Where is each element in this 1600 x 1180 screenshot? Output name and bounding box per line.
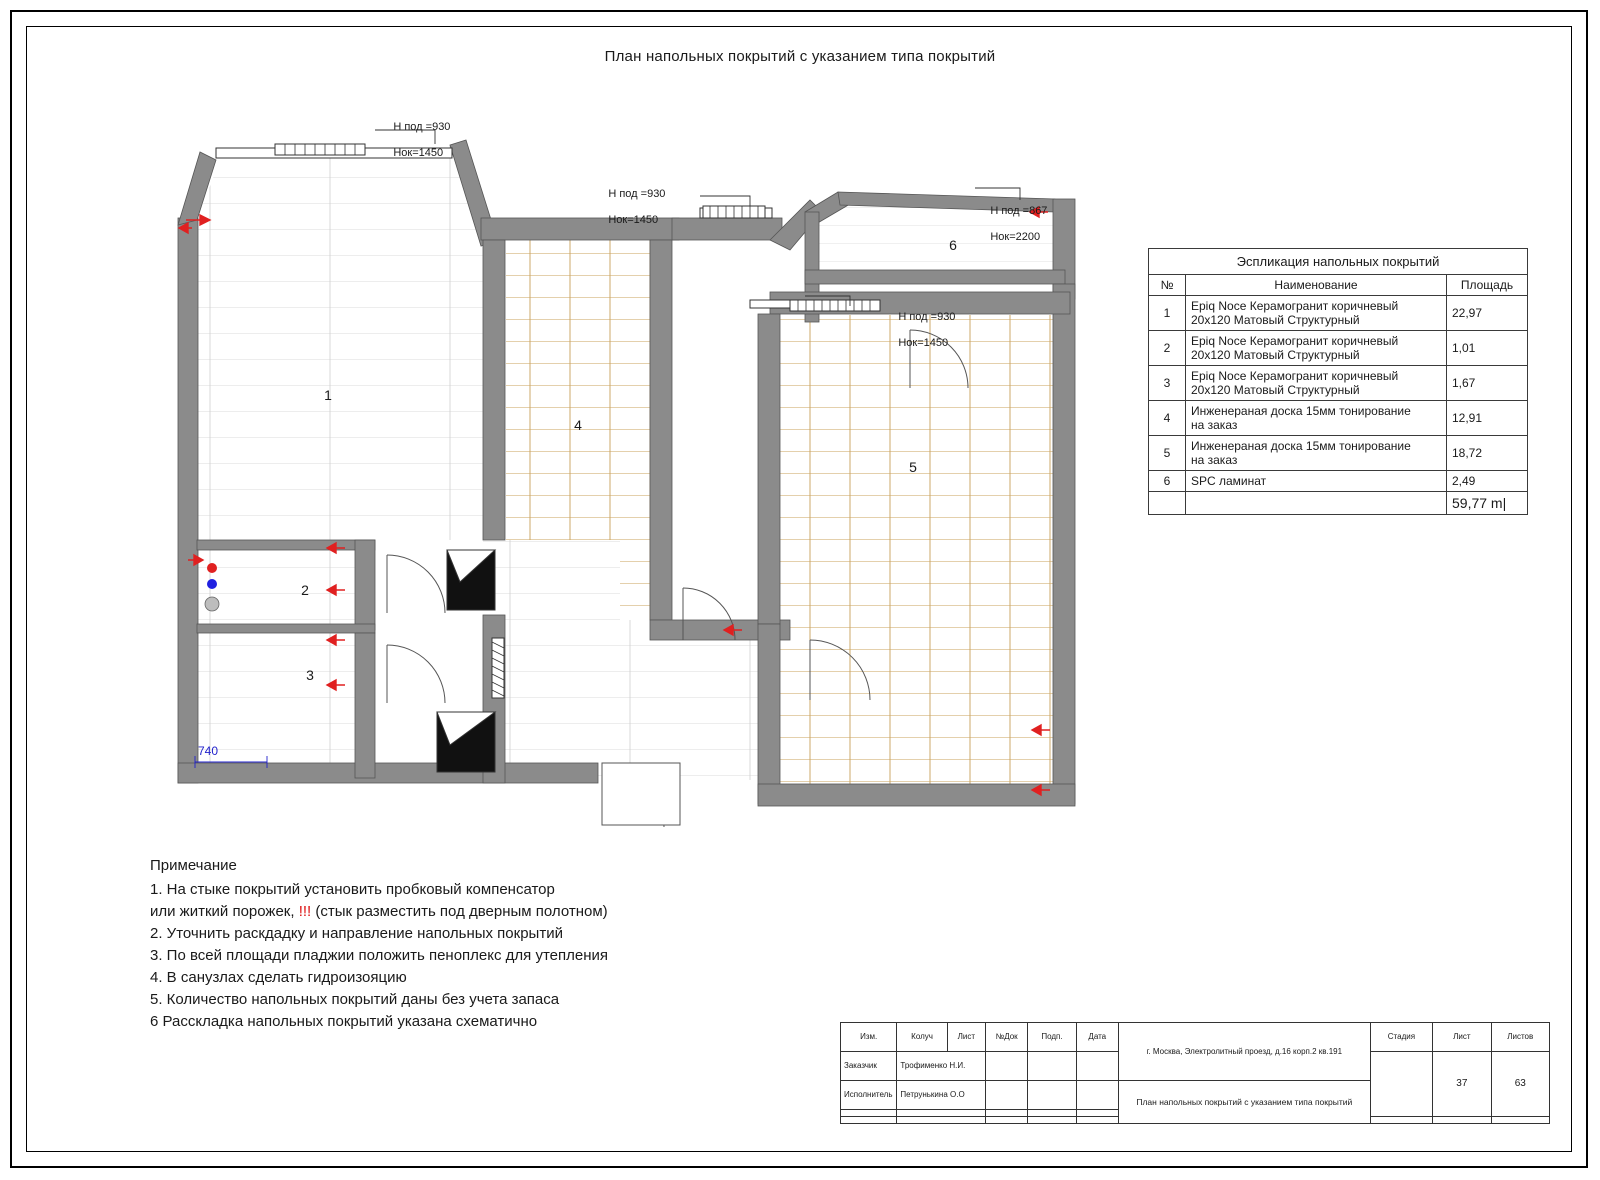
attention-mark: !!! xyxy=(298,903,312,920)
stamp-header-data: Дата xyxy=(1076,1023,1118,1052)
stamp-row-label-1: Заказчик xyxy=(841,1051,897,1080)
stamp-cell-3-4 xyxy=(986,1109,1028,1116)
table-total-row xyxy=(1149,492,1528,515)
row-name-line1: Epiq Noce Керамогранит коричневый xyxy=(1191,299,1399,313)
note-item-5: 5. Количество напольных покрытий даны без учета запаса xyxy=(150,991,560,1008)
table-header-name: Наименование xyxy=(1186,275,1447,296)
row-name xyxy=(1186,366,1447,401)
room-number-6: 6 xyxy=(949,237,957,253)
stamp-row-label-4 xyxy=(841,1116,897,1123)
dimension-label-3: H под =867 Hок=2200 xyxy=(990,205,1048,243)
row-area: 18,72 xyxy=(1447,436,1528,471)
dimension-label-1: H под =930 Hок=1450 xyxy=(393,121,451,159)
stamp-cell-3-5 xyxy=(1028,1109,1076,1116)
stamp-row-label-2: Исполнитель xyxy=(841,1080,897,1109)
row-area: 1,67 xyxy=(1447,366,1528,401)
table-header-area: Площадь xyxy=(1447,275,1528,296)
row-name-line2: 20x120 Матовый Структурный xyxy=(1191,313,1360,327)
row-number: 3 xyxy=(1149,366,1186,401)
floor-plan xyxy=(150,100,1130,840)
stamp-header-ndok: №Док xyxy=(986,1023,1028,1052)
blue-dimension-label: 740 xyxy=(198,744,219,758)
stamp-header-izm: Изм. xyxy=(841,1023,897,1052)
row-name-line1: Epiq Noce Керамогранит коричневый xyxy=(1191,334,1399,348)
stamp-cell-4-6 xyxy=(1076,1116,1118,1123)
stamp-cell-1-4 xyxy=(986,1051,1028,1080)
room-number-2: 2 xyxy=(301,582,309,598)
stamp-row-value-1: Трофименко Н.И. xyxy=(897,1051,986,1080)
room-5-floor xyxy=(780,315,1070,800)
table-caption: Эспликация напольных покрытий xyxy=(1149,249,1528,275)
stamp-cell-2-5 xyxy=(1028,1080,1076,1109)
room-number-5: 5 xyxy=(909,459,917,475)
table-header-number: № xyxy=(1149,275,1186,296)
table-row xyxy=(1149,331,1528,366)
row-name-line2: на заказ xyxy=(1191,418,1238,432)
row-name-line1: Инженераная доска 15мм тонирование xyxy=(1191,404,1411,418)
stamp-header-sheets: Листов xyxy=(1491,1023,1549,1052)
table-row xyxy=(1149,296,1528,331)
row-area: 12,91 xyxy=(1447,401,1528,436)
stamp-header-koluch: Колуч xyxy=(897,1023,947,1052)
stamp-header-sheet: Лист xyxy=(1433,1023,1491,1052)
row-number: 5 xyxy=(1149,436,1186,471)
total-area: 59,77 m| xyxy=(1447,492,1528,515)
row-number: 1 xyxy=(1149,296,1186,331)
stamp-stage-value xyxy=(1370,1051,1432,1116)
row-number: 4 xyxy=(1149,401,1186,436)
dimension-label-2: H под =930 Hок=1450 xyxy=(608,188,666,226)
stamp-row-value-4 xyxy=(897,1116,986,1123)
stamp-drawing-title: План напольных покрытий с указанием типа покрытий xyxy=(1118,1080,1370,1123)
stamp-cell-2-6 xyxy=(1076,1080,1118,1109)
row-name-line2: на заказ xyxy=(1191,453,1238,467)
stamp-sheet-value: 37 xyxy=(1433,1051,1491,1116)
note-item-1b: или житкий порожек, !!! (стык разместить под дверным полотном) xyxy=(150,903,608,920)
plan-geometry xyxy=(178,140,1075,827)
room-number-1: 1 xyxy=(324,387,332,403)
stamp-cell-4-4 xyxy=(986,1116,1028,1123)
table-row xyxy=(1149,436,1528,471)
notes-title: Примечание xyxy=(150,857,237,874)
table-row xyxy=(1149,471,1528,492)
row-name-line1: Инженераная доска 15мм тонирование xyxy=(1191,439,1411,453)
dimension-label-4: H под =930 Hок=1450 xyxy=(898,311,956,349)
row-name: SPC ламинат xyxy=(1186,471,1447,492)
row-name xyxy=(1186,331,1447,366)
total-spacer-name xyxy=(1186,492,1447,515)
corridor-floor-2 xyxy=(506,620,770,780)
note-item-2: 2. Уточнить раскдадку и направление напольных покрытий xyxy=(150,925,563,942)
room-1-floor xyxy=(197,145,483,540)
row-number: 2 xyxy=(1149,331,1186,366)
note-item-1: 1. На стыке покрытий установить пробковый компенсатор xyxy=(150,881,555,898)
stamp-address: г. Москва, Электролитный проезд, д.16 корп.2 кв.191 xyxy=(1118,1023,1370,1081)
stamp-cell-3-6 xyxy=(1076,1109,1118,1116)
stamp-cell-4-8 xyxy=(1370,1116,1432,1123)
stamp-cell-1-6 xyxy=(1076,1051,1118,1080)
note-item-4: 4. В санузлах сделать гидроизояцию xyxy=(150,969,407,986)
notes-block xyxy=(150,855,850,1033)
row-name-line2: 20x120 Матовый Структурный xyxy=(1191,383,1360,397)
stamp-cell-1-5 xyxy=(1028,1051,1076,1080)
table-row xyxy=(1149,401,1528,436)
row-area: 1,01 xyxy=(1447,331,1528,366)
room-number-4: 4 xyxy=(574,417,582,433)
stamp-row-value-2: Петрунькина О.О xyxy=(897,1080,986,1109)
room-number-3: 3 xyxy=(306,667,314,683)
row-area: 22,97 xyxy=(1447,296,1528,331)
row-name xyxy=(1186,436,1447,471)
stamp-cell-4-9 xyxy=(1433,1116,1491,1123)
stamp-row-label-3 xyxy=(841,1109,897,1116)
row-name xyxy=(1186,296,1447,331)
note-item-3: 3. По всей площади пладжии положить пеноплекс для утепления xyxy=(150,947,608,964)
title-block xyxy=(840,1022,1550,1124)
row-name xyxy=(1186,401,1447,436)
row-area: 2,49 xyxy=(1447,471,1528,492)
stamp-header-stage: Стадия xyxy=(1370,1023,1432,1052)
row-number: 6 xyxy=(1149,471,1186,492)
stamp-cell-4-10 xyxy=(1491,1116,1549,1123)
floor-covering-table xyxy=(1148,248,1528,515)
table-row xyxy=(1149,366,1528,401)
row-name-line2: 20x120 Матовый Структурный xyxy=(1191,348,1360,362)
room-3-floor xyxy=(197,632,362,777)
stamp-header-podp: Подп. xyxy=(1028,1023,1076,1052)
room-2-floor xyxy=(197,550,362,625)
stamp-header-list: Лист xyxy=(947,1023,985,1052)
note-item-6: 6 Расскладка напольных покрытий указана схематично xyxy=(150,1013,538,1030)
stamp-row-value-3 xyxy=(897,1109,986,1116)
stamp-cell-2-4 xyxy=(986,1080,1028,1109)
page-title: План напольных покрытий с указанием типа покрытий xyxy=(604,48,996,65)
total-spacer-num xyxy=(1149,492,1186,515)
stamp-sheets-value: 63 xyxy=(1491,1051,1549,1116)
stamp-cell-4-5 xyxy=(1028,1116,1076,1123)
row-name-line1: Epiq Noce Керамогранит коричневый xyxy=(1191,369,1399,383)
